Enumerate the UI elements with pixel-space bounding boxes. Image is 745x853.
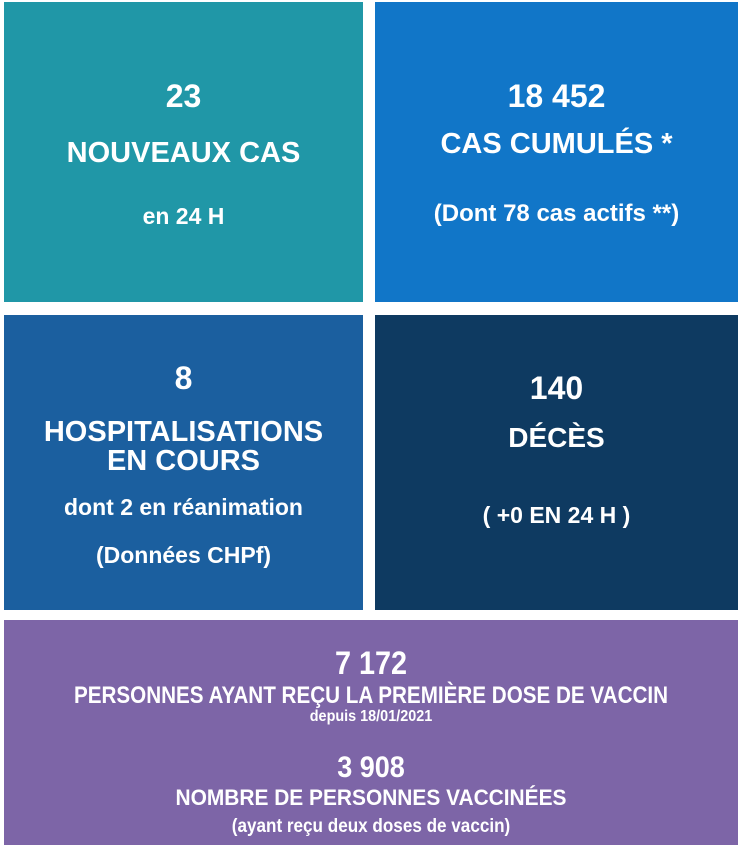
vaccinated-label: NOMBRE DE PERSONNES VACCINÉES bbox=[175, 785, 567, 810]
first-dose-since: depuis 18/01/2021 bbox=[309, 708, 433, 725]
first-dose-value: 7 172 bbox=[334, 645, 408, 681]
new-cases-value: 23 bbox=[165, 78, 202, 114]
cumulative-cases-value: 18 452 bbox=[507, 78, 606, 114]
cumulative-cases-label: CAS CUMULÉS * bbox=[440, 128, 673, 160]
kpi-tile-grid bbox=[4, 2, 738, 610]
hospitalizations-label bbox=[4, 418, 363, 476]
deaths-value: 140 bbox=[529, 370, 584, 406]
deaths-change: ( +0 EN 24 H ) bbox=[482, 502, 631, 528]
first-dose-label: PERSONNES AYANT REÇU LA PREMIÈRE DOSE DE VACCIN bbox=[73, 682, 669, 709]
new-cases-period: en 24 H bbox=[142, 203, 225, 229]
vaccination-banner bbox=[4, 620, 738, 845]
hospitalizations-value: 8 bbox=[174, 360, 193, 396]
intensive-care-note: dont 2 en réanimation bbox=[64, 494, 303, 520]
deaths-label: DÉCÈS bbox=[508, 422, 605, 453]
active-cases-note: (Dont 78 cas actifs **) bbox=[433, 200, 680, 227]
vaccinated-value: 3 908 bbox=[337, 751, 405, 784]
new-cases-label: NOUVEAUX CAS bbox=[66, 137, 301, 169]
vaccinated-note: (ayant reçu deux doses de vaccin) bbox=[231, 816, 511, 837]
tile-cumulative-cases bbox=[375, 2, 738, 302]
hospitalizations-label-line2: EN COURS bbox=[106, 445, 261, 477]
tile-deaths bbox=[375, 315, 738, 610]
tile-new-cases bbox=[4, 2, 363, 302]
hospitalizations-label-line1: HOSPITALISATIONS bbox=[43, 416, 324, 448]
tile-hospitalizations bbox=[4, 315, 363, 610]
data-source-note: (Données CHPf) bbox=[95, 542, 272, 568]
